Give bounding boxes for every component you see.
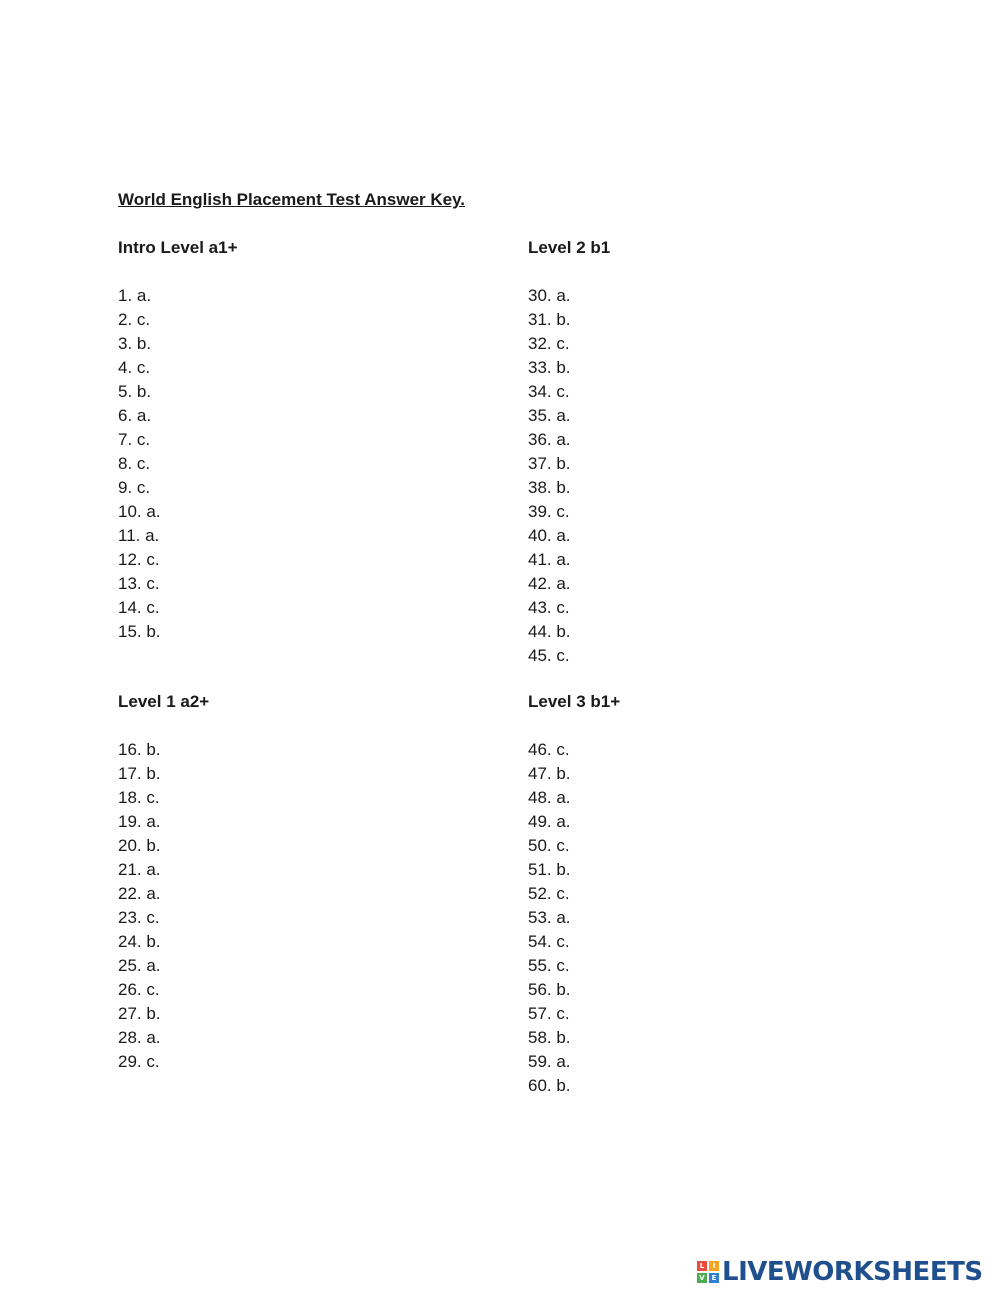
answer-item: 32. c. — [528, 334, 570, 353]
answer-item: 60. b. — [528, 1076, 571, 1095]
answer-item: 20. b. — [118, 836, 161, 855]
section-heading: Level 2 b1 — [528, 238, 611, 257]
answer-item: 3. b. — [118, 334, 152, 353]
answer-item: 22. a. — [118, 884, 161, 903]
answer-list — [528, 738, 620, 1098]
answer-item: 51. b. — [528, 860, 571, 879]
answer-item: 4. c. — [118, 358, 151, 377]
answer-item: 37. b. — [528, 454, 571, 473]
section-level-3 — [528, 690, 620, 1098]
answer-item: 45. c. — [528, 646, 570, 665]
answer-item: 53. a. — [528, 908, 571, 927]
answer-item: 14. c. — [118, 598, 160, 617]
answer-item: 34. c. — [528, 382, 570, 401]
answer-item: 27. b. — [118, 1004, 161, 1023]
answer-item: 25. a. — [118, 956, 161, 975]
answer-item: 47. b. — [528, 764, 571, 783]
answer-item: 40. a. — [528, 526, 571, 545]
answer-item: 31. b. — [528, 310, 571, 329]
answer-item: 48. a. — [528, 788, 571, 807]
answer-item: 8. c. — [118, 454, 151, 473]
answer-item: 59. a. — [528, 1052, 571, 1071]
answer-item: 42. a. — [528, 574, 571, 593]
answer-item: 30. a. — [528, 286, 571, 305]
answer-item: 16. b. — [118, 740, 161, 759]
answer-item: 17. b. — [118, 764, 161, 783]
liveworksheets-logo — [697, 1255, 983, 1289]
answer-item: 49. a. — [528, 812, 571, 831]
answer-item: 12. c. — [118, 550, 160, 569]
logo-text: LIVEWORKSHEETS — [722, 1257, 983, 1287]
answer-item: 38. b. — [528, 478, 571, 497]
answer-item: 28. a. — [118, 1028, 161, 1047]
answer-item: 50. c. — [528, 836, 570, 855]
section-heading: Intro Level a1+ — [118, 238, 238, 257]
answer-item: 44. b. — [528, 622, 571, 641]
answer-item: 9. c. — [118, 478, 151, 497]
answer-item: 41. a. — [528, 550, 571, 569]
answer-list — [118, 284, 238, 644]
logo-block: L — [697, 1261, 707, 1271]
answer-item: 21. a. — [118, 860, 161, 879]
answer-item: 5. b. — [118, 382, 152, 401]
page-title: World English Placement Test Answer Key. — [118, 190, 466, 209]
answer-item: 54. c. — [528, 932, 570, 951]
answer-item: 6. a. — [118, 406, 152, 425]
answer-item: 26. c. — [118, 980, 160, 999]
section-level-1 — [118, 690, 209, 1074]
answer-item: 56. b. — [528, 980, 571, 999]
answer-item: 39. c. — [528, 502, 570, 521]
section-heading: Level 1 a2+ — [118, 692, 210, 711]
logo-blocks-icon — [697, 1261, 719, 1283]
answer-item: 33. b. — [528, 358, 571, 377]
answer-item: 24. b. — [118, 932, 161, 951]
answer-item: 35. a. — [528, 406, 571, 425]
answer-item: 43. c. — [528, 598, 570, 617]
answer-item: 57. c. — [528, 1004, 570, 1023]
answer-item: 29. c. — [118, 1052, 160, 1071]
answer-list — [528, 284, 610, 668]
answer-item: 55. c. — [528, 956, 570, 975]
answer-item: 52. c. — [528, 884, 570, 903]
answer-item: 13. c. — [118, 574, 160, 593]
answer-item: 36. a. — [528, 430, 571, 449]
answer-item: 58. b. — [528, 1028, 571, 1047]
answer-item: 10. a. — [118, 502, 161, 521]
section-level-2 — [528, 236, 610, 668]
answer-item: 19. a. — [118, 812, 161, 831]
answer-item: 46. c. — [528, 740, 570, 759]
answer-item: 2. c. — [118, 310, 151, 329]
logo-block: E — [709, 1273, 719, 1283]
answer-list — [118, 738, 209, 1074]
section-heading: Level 3 b1+ — [528, 692, 621, 711]
answer-item: 23. c. — [118, 908, 160, 927]
answer-item: 18. c. — [118, 788, 160, 807]
answer-item: 1. a. — [118, 286, 152, 305]
answer-item: 11. a. — [118, 526, 160, 545]
answer-item: 15. b. — [118, 622, 161, 641]
answer-item: 7. c. — [118, 430, 151, 449]
logo-block: I — [709, 1261, 719, 1271]
logo-block: V — [697, 1273, 707, 1283]
section-intro-level — [118, 236, 238, 644]
